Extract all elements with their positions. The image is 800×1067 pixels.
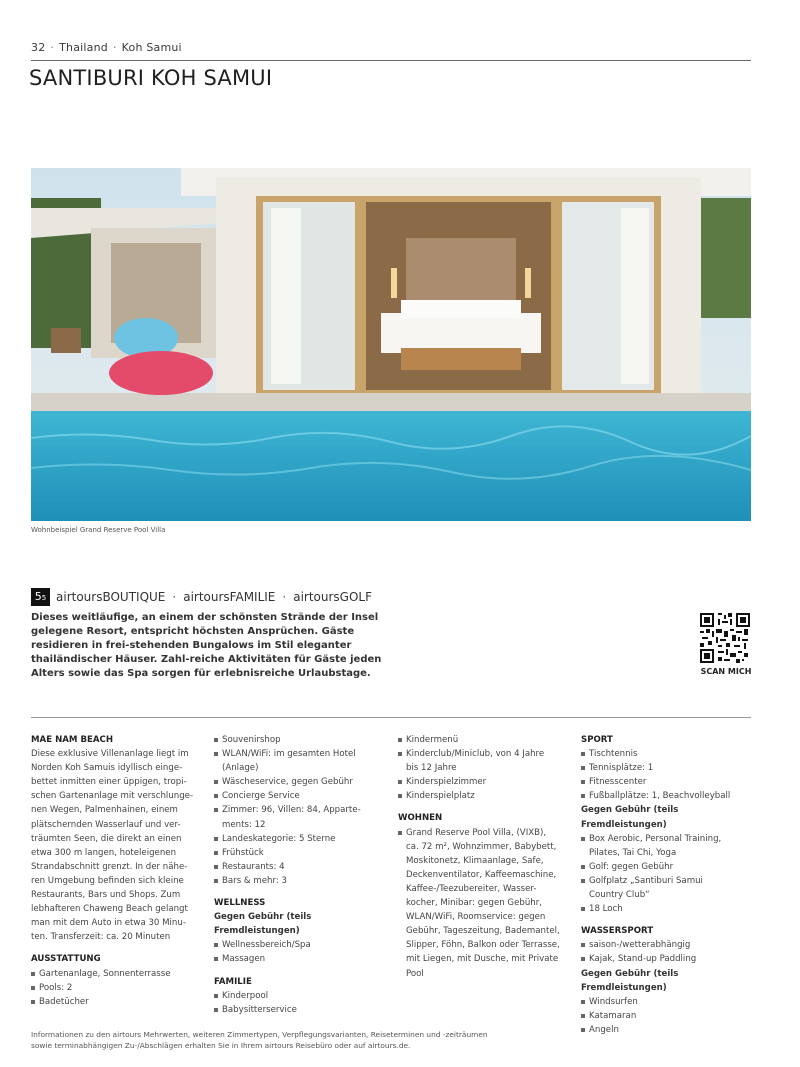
location-text: Diese exklusive Villenanlage liegt im Norden Koh Samuis idyllisch einge- bettet inmitten einer üppigen, tropi- schen Gartenanlage mit verschlunge- nen Wegen, Palmenhainen, einem plätschernden Wasserlauf und ver- träumten Seen, die direkt an einen etwa 300 m langen, hoteleigenen Strandabschnitt grenzt. In der nähe- ren Umgebung befinden sich kleine Restaurants, Bars und Shops. Zum lebhafteren Chaweng Beach gelangt man mit dem Auto in etwa 30 Minu- ten. Transferzeit: ca. 20 Minuten xyxy=(31,749,194,943)
heading-sport: SPORT xyxy=(581,735,613,745)
list-item xyxy=(214,938,384,952)
list-item xyxy=(398,775,568,789)
list-item-text: Souvenirshop xyxy=(222,735,281,745)
list-item-text: Babysitterservice xyxy=(222,1004,297,1015)
list-item xyxy=(398,826,568,981)
rating-badge xyxy=(31,588,50,606)
list-familie xyxy=(214,989,384,1017)
tag-separator: · xyxy=(282,590,287,604)
list-item-text: Kinderclub/Miniclub, von 4 Jahre bis 12 Jahre xyxy=(406,749,545,774)
list-item xyxy=(214,832,384,846)
list-item xyxy=(214,1003,384,1017)
list-ausstattung-continued xyxy=(214,733,384,888)
breadcrumb-country: Thailand xyxy=(59,41,108,54)
footer-note: Informationen zu den airtours Mehrwerten, weiteren Zimmertypen, Verpflegungsvarianten, Reiseterminen und -zeiträumen sowie terminabhängigen Zu-/Abschlägen erhalten Sie in Ihrem airtours Reisebüro oder auf airtours.de. xyxy=(31,1030,488,1050)
breadcrumb-region: Koh Samui xyxy=(121,41,182,54)
breadcrumb xyxy=(31,41,182,54)
list-item-text: Landeskategorie: 5 Sterne xyxy=(222,833,336,844)
pool-villa-illustration xyxy=(31,168,751,521)
list-ausstattung xyxy=(31,967,196,1009)
list-item xyxy=(214,733,384,747)
tag-separator: · xyxy=(172,590,177,604)
column-location xyxy=(31,733,196,1009)
list-item-text: Windsurfen xyxy=(589,996,638,1007)
list-item xyxy=(31,967,196,981)
section-divider xyxy=(31,717,751,718)
heading-familie: FAMILIE xyxy=(214,976,252,987)
list-item-text: Angeln xyxy=(589,1024,619,1035)
column-facilities xyxy=(214,733,384,1017)
heading-wassersport: WASSERSPORT xyxy=(581,926,654,937)
list-sport-fee xyxy=(581,832,751,917)
sport-fee-note: Gegen Gebühr (teils Fremdleistungen) xyxy=(581,805,679,830)
list-item-text: WLAN/WiFi: im gesamten Hotel (Anlage) xyxy=(222,749,356,774)
list-item-text: Badetücher xyxy=(39,996,89,1007)
list-item-text: Pools: 2 xyxy=(39,982,73,993)
list-wohnen xyxy=(398,826,568,981)
list-item xyxy=(581,860,751,874)
tag-familie: airtoursFAMILIE xyxy=(183,590,276,604)
list-item xyxy=(581,952,751,966)
list-item xyxy=(214,747,384,775)
list-familie-continued xyxy=(398,733,568,803)
list-item-text: Fitnesscenter xyxy=(589,777,647,788)
list-item-text: Restaurants: 4 xyxy=(222,861,285,872)
list-item xyxy=(581,789,751,803)
list-item-text: Wellnessbereich/Spa xyxy=(222,940,311,951)
list-item-text: Box Aerobic, Personal Training, Pilates, Tai Chi, Yoga xyxy=(589,833,722,858)
list-item xyxy=(398,789,568,803)
list-item xyxy=(214,874,384,888)
list-item-text: 18 Loch xyxy=(589,904,623,915)
qr-label: SCAN MICH xyxy=(700,667,752,676)
list-item xyxy=(581,747,751,761)
list-item xyxy=(214,846,384,860)
list-item xyxy=(581,874,751,902)
list-item xyxy=(398,747,568,775)
list-item-text: Kinderspielzimmer xyxy=(406,777,487,788)
heading-mae-nam-beach: MAE NAM BEACH xyxy=(31,735,114,745)
list-item xyxy=(214,775,384,789)
hotel-photo xyxy=(31,168,751,521)
heading-ausstattung: AUSSTATTUNG xyxy=(31,954,101,965)
list-item-text: Kinderspielplatz xyxy=(406,791,475,802)
list-item xyxy=(581,995,751,1009)
list-item xyxy=(581,1023,751,1037)
list-item xyxy=(214,789,384,803)
list-item-text: Kajak, Stand-up Paddling xyxy=(589,954,697,965)
list-item xyxy=(214,989,384,1003)
breadcrumb-separator: · xyxy=(50,41,55,54)
page-number: 32 xyxy=(31,41,46,54)
list-sport xyxy=(581,747,751,803)
list-item xyxy=(581,902,751,916)
list-item xyxy=(581,775,751,789)
list-item-text: Grand Reserve Pool Villa, (VIXB), ca. 72 m², Wohnzimmer, Babybett, Moskitonetz, Klimaanlage, Safe, Deckenventilator, Kaffeemaschine, Kaffee-/Teezubereiter, Wasser- kocher, Minibar: gegen Gebühr, WLAN/WiFi, Roomservice: gegen Gebühr, Tageszeitung, Bademantel, Slipper, Föhn, Balkon oder Terrasse, mit Liegen, mit Dusche, mit Private Pool xyxy=(406,827,560,979)
list-wassersport xyxy=(581,938,751,966)
list-item-text: Tischtennis xyxy=(589,749,638,760)
list-item-text: Massagen xyxy=(222,954,266,965)
list-wellness xyxy=(214,938,384,966)
column-sport xyxy=(581,733,751,1037)
list-item-text: Gartenanlage, Sonnenterrasse xyxy=(39,968,171,979)
list-item-text: Wäscheservice, gegen Gebühr xyxy=(222,777,353,788)
list-item xyxy=(214,952,384,966)
list-item xyxy=(214,860,384,874)
qr-code-icon[interactable] xyxy=(700,613,750,663)
tag-golf: airtoursGOLF xyxy=(293,590,373,604)
title-divider xyxy=(31,60,751,61)
intro-text: Dieses weitläufige, an einem der schönsten Strände der Insel gelegene Resort, entspricht höchsten Ansprüchen. Gäste residieren in frei-stehenden Bungalows im Stil eleganter thailändischer Häuser. Zahl-reiche Aktivitäten für Gäste jeden Alters sowie das Spa sorgen für erlebnisreiche Urlaubstage. xyxy=(31,612,382,679)
breadcrumb-separator: · xyxy=(112,41,117,54)
list-item-text: Concierge Service xyxy=(222,791,300,802)
wassersport-fee-note: Gegen Gebühr (teils Fremdleistungen) xyxy=(581,968,679,993)
rating-sub: 5 xyxy=(41,594,47,602)
list-item-text: Katamaran xyxy=(589,1010,637,1021)
list-item-text: Tennisplätze: 1 xyxy=(589,763,654,774)
list-item-text: Golf: gegen Gebühr xyxy=(589,861,674,872)
list-item xyxy=(581,761,751,775)
tag-boutique: airtoursBOUTIQUE xyxy=(56,590,166,604)
list-item-text: Golfplatz „Santiburi Samui Country Club“ xyxy=(589,875,703,901)
list-item-text: Frühstück xyxy=(222,847,264,858)
wellness-fee-note: Gegen Gebühr (teils Fremdleistungen) xyxy=(214,912,312,937)
list-item-text: Fußballplätze: 1, Beachvolleyball xyxy=(589,791,731,802)
photo-caption: Wohnbeispiel Grand Reserve Pool Villa xyxy=(31,526,166,534)
list-item xyxy=(398,733,568,747)
list-item xyxy=(31,981,196,995)
list-item xyxy=(31,995,196,1009)
heading-wohnen: WOHNEN xyxy=(398,813,443,824)
list-item-text: Kinderpool xyxy=(222,990,269,1001)
feature-tags xyxy=(31,588,372,606)
qr-code-graphic xyxy=(700,613,750,663)
list-item xyxy=(581,832,751,860)
list-wassersport-fee xyxy=(581,995,751,1037)
page-title: SANTIBURI KOH SAMUI xyxy=(29,66,273,90)
list-item-text: Kindermenü xyxy=(406,735,459,745)
list-item-text: saison-/wetterabhängig xyxy=(589,940,691,951)
heading-wellness: WELLNESS xyxy=(214,898,266,909)
list-item xyxy=(581,1009,751,1023)
list-item-text: Bars & mehr: 3 xyxy=(222,875,287,886)
list-item xyxy=(581,938,751,952)
list-item xyxy=(214,803,384,831)
rating-main: 5 xyxy=(34,590,42,603)
column-family-living xyxy=(398,733,568,981)
list-item-text: Zimmer: 96, Villen: 84, Apparte- ments: 12 xyxy=(222,805,361,830)
